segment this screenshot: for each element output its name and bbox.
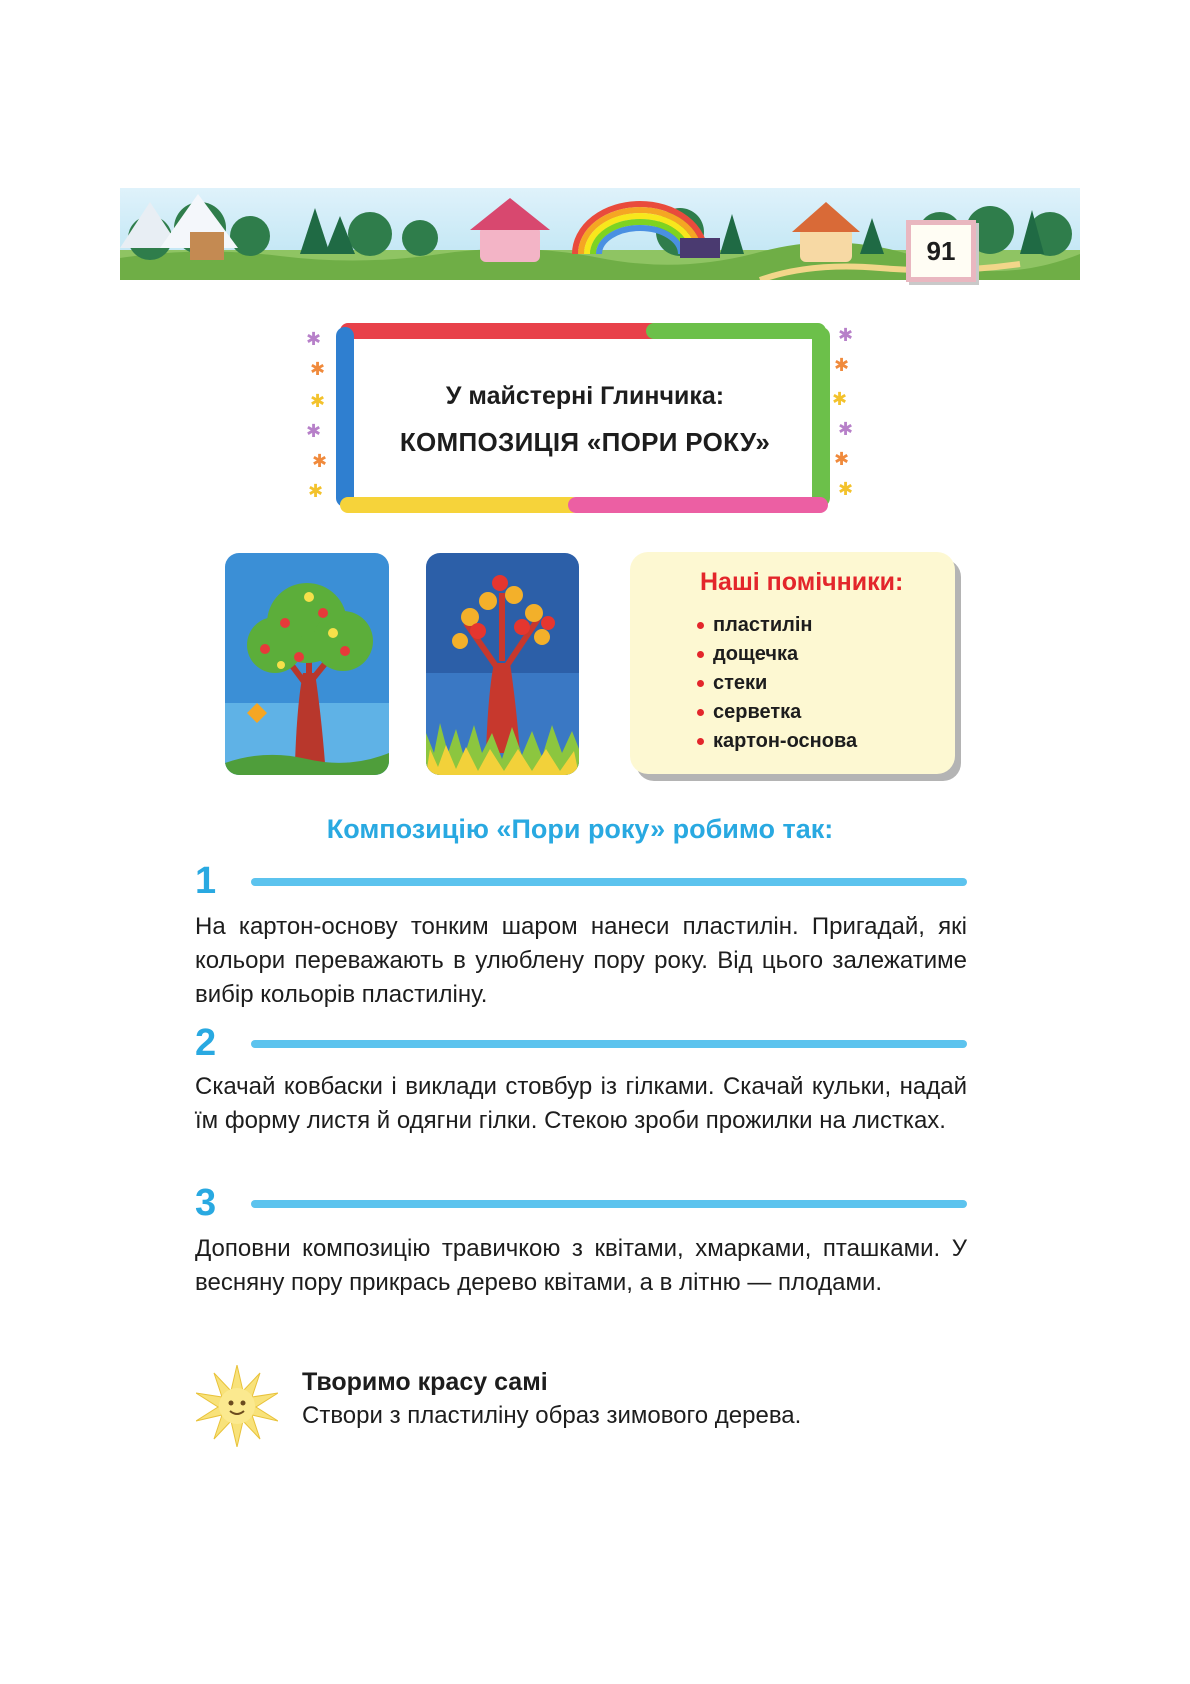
lesson-title-line2: КОМПОЗИЦІЯ «ПОРИ РОКУ» [399,427,771,457]
step-text-3: Доповни композицію травичкою з квітами, хмарками, пташками. У весняну пору прикрась дерево квітами, а в літню — плодами. [195,1235,967,1296]
svg-text:✱: ✱ [310,391,326,412]
list-item: стеки [713,669,935,698]
svg-text:✱: ✱ [310,359,326,380]
step-text-1: На картон-основу тонким шаром нанеси пластилін. Пригадай, які кольори переважають в улюблену пору року. Від цього залежатиме вибір кольорів пластиліну. [195,913,967,1008]
svg-text:✱: ✱ [308,481,324,502]
step-divider [251,1040,967,1048]
autumn-tree-photo [426,553,579,775]
tip-text: Створи з пластиліну образ зимового дерева. [302,1402,802,1429]
helpers-list [668,611,935,756]
step-header-2 [195,1022,967,1066]
tip-title: Творимо красу самі [302,1368,548,1396]
step-number: 1 [195,860,217,902]
step-number: 2 [195,1022,217,1064]
steps-subtitle: Композицію «Пори року» робимо так: [326,814,834,844]
svg-text:✱: ✱ [306,329,322,350]
sun-icon [196,1365,278,1447]
list-item: серветка [713,698,935,727]
list-item: картон-основа [713,727,935,756]
lesson-title [360,382,810,458]
helpers-title: Наші помічники: [700,568,904,596]
svg-text:✱: ✱ [832,389,848,410]
step-divider [251,878,967,886]
step-divider [251,1200,967,1208]
step-text-2: Скачай ковбаски і виклади стовбур із гілками. Скачай кульки, надай їм форму листя й одягни гілки. Стекою зроби прожилки на листках. [195,1073,967,1134]
helpers-box [630,552,955,774]
svg-text:✱: ✱ [838,325,854,346]
step-header-1 [195,860,967,904]
svg-text:✱: ✱ [838,419,854,440]
list-item: дощечка [713,640,935,669]
svg-text:✱: ✱ [834,449,850,470]
svg-text:✱: ✱ [834,355,850,376]
spring-tree-photo [225,553,389,775]
svg-text:✱: ✱ [306,421,322,442]
step-header-3 [195,1182,967,1226]
step-number: 3 [195,1182,217,1224]
lesson-title-line1: У майстерні Глинчика: [445,382,725,410]
list-item: пластилін [713,611,935,640]
svg-text:✱: ✱ [838,479,854,500]
page-number: 91 [906,220,976,282]
svg-text:✱: ✱ [312,451,328,472]
